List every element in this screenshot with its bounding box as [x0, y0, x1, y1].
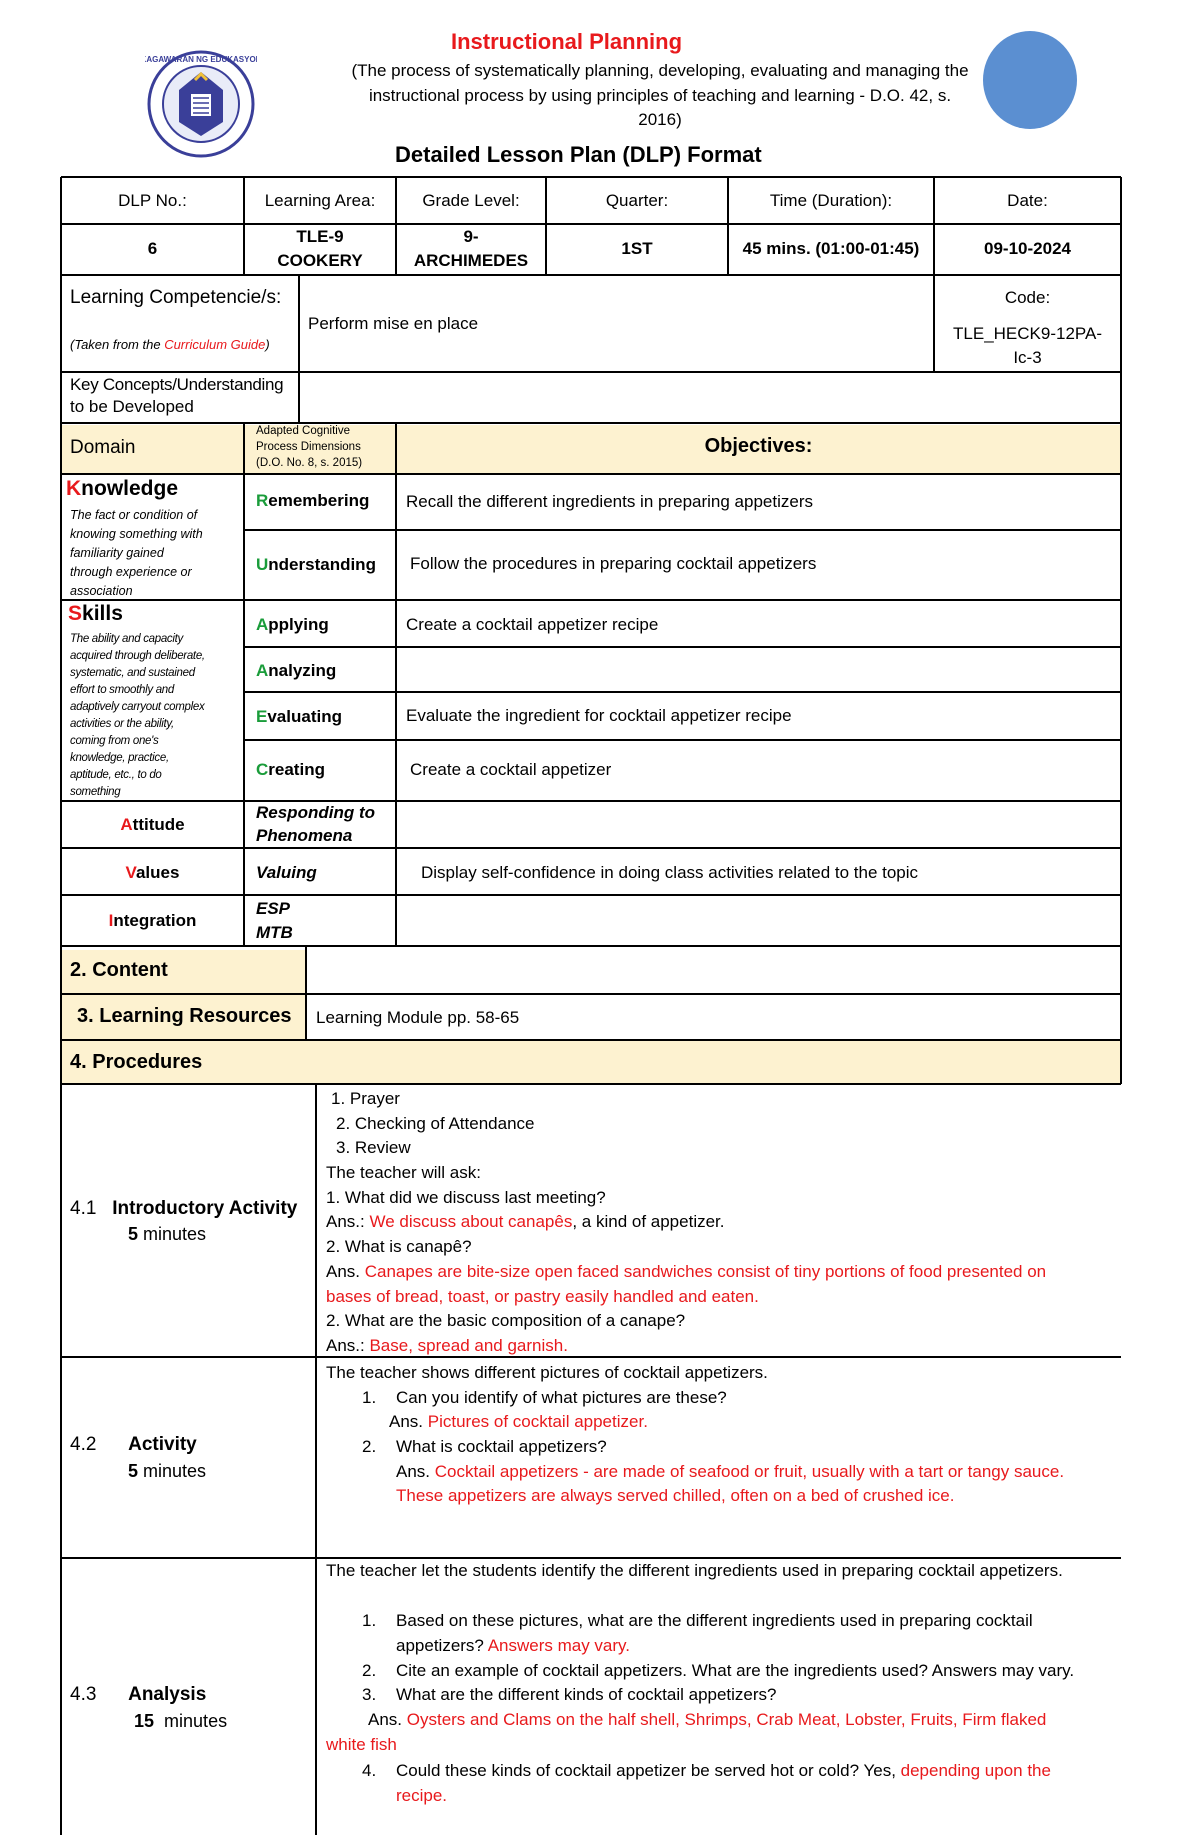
activity-line-3: Ans. Pictures of cocktail appetizer. — [389, 1412, 648, 1431]
competency-value: Perform mise en place — [308, 314, 479, 333]
intro-line-6: Ans.: We discuss about canapês, a kind of appetizer. — [326, 1212, 725, 1231]
competency-note: (Taken from the Curriculum Guide) — [70, 337, 270, 352]
analysis-heading: 4.3 Analysis — [70, 1684, 207, 1705]
activity-line-1: The teacher shows different pictures of cocktail appetizers. — [326, 1363, 768, 1382]
knowledge-title: Knowledge — [66, 477, 179, 500]
intro-line-11: Ans.: Base, spread and garnish. — [326, 1336, 568, 1355]
intro-heading: 4.1 Introductory Activity — [70, 1198, 298, 1219]
objective-values: Display self-confidence in doing class activities related to the topic — [421, 863, 919, 882]
process-phenomena: Phenomena — [256, 826, 353, 845]
objective-evaluating: Evaluate the ingredient for cocktail appetizer recipe — [406, 706, 792, 725]
intro-line-5: 1. What did we discuss last meeting? — [326, 1188, 606, 1207]
analysis-line-4: Cite an example of cocktail appetizers. What are the ingredients used? Answers may vary. — [396, 1661, 1075, 1680]
activity-line-6: These appetizers are always served chilled, often on a bed of crushed ice. — [396, 1486, 955, 1505]
integration-esp: ESP — [256, 899, 291, 918]
intro-item-1: 1. Prayer — [331, 1089, 400, 1108]
analysis-line-5: What are the different kinds of cocktail appetizers? — [396, 1685, 777, 1704]
dlp-no-value: 6 — [147, 239, 158, 258]
objective-remembering: Recall the different ingredients in preparing appetizers — [406, 492, 813, 511]
analysis-num-1: 1. — [362, 1611, 377, 1630]
analysis-line-3: appetizers? Answers may vary. — [396, 1636, 631, 1655]
resources-label: 3. Learning Resources — [77, 1005, 292, 1027]
activity-num-1: 1. — [362, 1388, 377, 1407]
intro-line-7: 2. What is canapê? — [326, 1237, 472, 1256]
analysis-num-4: 4. — [362, 1761, 377, 1780]
content-label: 2. Content — [70, 959, 168, 981]
values-title: Values — [125, 863, 180, 882]
intro-line-9: bases of bread, toast, or pastry easily handled and eaten. — [326, 1287, 759, 1306]
subtitle-line-2: instructional process by using principles of teaching and learning - D.O. 42, s. — [368, 86, 952, 105]
analysis-line-6: Ans. Oysters and Clams on the half shell, Shrimps, Crab Meat, Lobster, Fruits, Firm flaked — [368, 1710, 1047, 1729]
time-value: 45 mins. (01:00-01:45) — [742, 239, 920, 258]
analysis-line-9: recipe. — [396, 1786, 448, 1805]
process-applying: Applying — [256, 615, 329, 634]
page-title: Instructional Planning — [451, 29, 683, 54]
grade-level-value-2: ARCHIMEDES — [413, 251, 529, 270]
process-valuing: Valuing — [256, 863, 317, 882]
skills-title: Skills — [68, 602, 123, 625]
intro-item-3: 3. Review — [336, 1138, 411, 1157]
quarter-value: 1ST — [621, 239, 653, 258]
procedures-label: 4. Procedures — [70, 1051, 203, 1073]
date-value: 09-10-2024 — [984, 239, 1071, 258]
code-label: Code: — [1004, 288, 1051, 307]
attitude-title: Attitude — [120, 815, 185, 834]
activity-minutes: 5 minutes — [128, 1461, 207, 1481]
learning-area-value-1: TLE-9 — [296, 227, 344, 246]
subtitle-line-1: (The process of systematically planning, developing, evaluating and managing the — [351, 61, 969, 80]
label-time-duration: Time (Duration): — [769, 191, 893, 210]
analysis-num-3: 3. — [362, 1685, 377, 1704]
activity-line-5: Ans. Cocktail appetizers - are made of seafood or fruit, usually with a tart or tangy sauce. — [396, 1462, 1065, 1481]
activity-num-2: 2. — [362, 1437, 377, 1456]
process-evaluating: Evaluating — [256, 707, 342, 726]
objective-understanding: Follow the procedures in preparing cocktail appetizers — [410, 554, 817, 573]
skills-description: The ability and capacity acquired through deliberate, systematic, and sustained effort to smoothly and adaptively carryout complex activities or the ability, coming from one's knowledge, practice, aptitude, etc., to do something — [70, 633, 205, 798]
key-concepts-label-2: to be Developed — [70, 397, 194, 416]
integration-title: Integration — [108, 911, 197, 930]
objective-creating: Create a cocktail appetizer — [410, 760, 612, 779]
competency-label: Learning Competencie/s: — [70, 287, 282, 308]
label-quarter: Quarter: — [605, 191, 669, 210]
key-concepts-label-1: Key Concepts/Understanding — [70, 375, 284, 394]
intro-line-4: The teacher will ask: — [326, 1163, 481, 1182]
activity-heading: 4.2 Activity — [70, 1434, 197, 1455]
integration-mtb: MTB — [256, 923, 293, 942]
intro-minutes: 5 minutes — [128, 1224, 207, 1244]
resources-value: Learning Module pp. 58-65 — [316, 1008, 520, 1027]
analysis-line-8: Could these kinds of cocktail appetizer be served hot or cold? Yes, depending upon the — [396, 1761, 1051, 1780]
objectives-header: Objectives: — [704, 435, 813, 457]
acpd-header-3: (D.O. No. 8, s. 2015) — [256, 457, 363, 469]
label-grade-level: Grade Level: — [422, 191, 520, 210]
activity-line-2: Can you identify of what pictures are these? — [396, 1388, 727, 1407]
intro-item-2: 2. Checking of Attendance — [336, 1114, 535, 1133]
subtitle-line-3: 2016) — [638, 110, 682, 129]
intro-line-10: 2. What are the basic composition of a canape? — [326, 1311, 686, 1330]
intro-line-8: Ans. Canapes are bite-size open faced sandwiches consist of tiny portions of food presented on — [326, 1262, 1047, 1281]
objective-applying: Create a cocktail appetizer recipe — [406, 615, 659, 634]
analysis-num-2: 2. — [362, 1661, 377, 1680]
label-date: Date: — [1007, 191, 1048, 210]
analysis-line-7: white fish — [326, 1735, 397, 1754]
grade-level-value-1: 9- — [463, 227, 479, 246]
analysis-minutes: 15 minutes — [134, 1711, 228, 1731]
format-title: Detailed Lesson Plan (DLP) Format — [395, 142, 762, 167]
domain-header: Domain — [70, 437, 136, 458]
activity-line-4: What is cocktail appetizers? — [396, 1437, 607, 1456]
svg-text:KAGAWARAN NG EDUKASYON: KAGAWARAN NG EDUKASYON — [145, 55, 257, 64]
label-learning-area: Learning Area: — [264, 191, 376, 210]
label-dlp-no: DLP No.: — [118, 191, 187, 210]
process-analyzing: Analyzing — [256, 661, 337, 680]
process-understanding: Understanding — [256, 555, 376, 574]
acpd-header-2: Process Dimensions — [256, 441, 361, 453]
analysis-line-2: Based on these pictures, what are the different ingredients used in preparing cocktail — [396, 1611, 1033, 1630]
knowledge-description: The fact or condition of knowing something with familiarity gained through experience or association — [70, 508, 203, 598]
learning-area-value-2: COOKERY — [277, 251, 363, 270]
code-value-1: TLE_HECK9-12PA- — [953, 324, 1102, 343]
acpd-header-1: Adapted Cognitive — [256, 425, 350, 437]
process-remembering: Remembering — [256, 491, 370, 510]
code-value-2: Ic-3 — [1013, 348, 1042, 367]
process-responding: Responding to — [256, 803, 375, 822]
analysis-line-1: The teacher let the students identify the different ingredients used in preparing cocktail appetizers. — [326, 1561, 1063, 1580]
process-creating: Creating — [256, 760, 325, 779]
